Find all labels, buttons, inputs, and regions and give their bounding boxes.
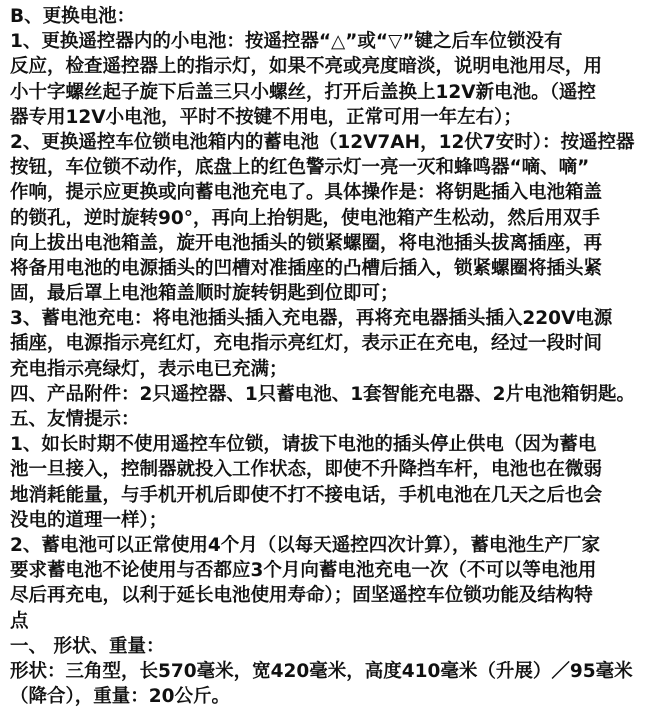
section-heading-shape-weight: 一、 形状、重量： (10, 635, 165, 657)
text-line: 池一旦接入，控制器就投入工作状态，即使不升降挡车杆，电池也在微弱 (10, 459, 603, 481)
text-line: 尽后再充电，以利于延长电池使用寿命）；固坚遥控车位锁功能及结构特 (10, 585, 593, 607)
text-line: 地消耗能量，与手机开机后即使不打不接电话，手机电池在几天之后也会 (10, 484, 603, 506)
text-line: 按钮，车位锁不动作，底盘上的红色警示灯一亮一灭和蜂鸣器“嘀、嘀” (10, 157, 590, 179)
text-line: 1、更换遥控器内的小电池：按遥控器“△”或“▽”键之后车位锁没有 (10, 31, 563, 53)
text-line: 固，最后罩上电池箱盖顺时旋转钥匙到位即可； (10, 283, 399, 305)
section-heading-tips: 五、友情提示： (10, 409, 140, 430)
text-line: 2、蓄电池可以正常使用4个月（以每天遥控四次计算），蓄电池生产厂家 (10, 534, 600, 556)
text-line: 器专用12V小电池，平时不按键不用电，正常可用一年左右）； (10, 106, 522, 128)
section-heading-battery-replacement: B、更换电池： (10, 6, 136, 27)
text-line: 小十字螺丝起子旋下后盖三只小螺丝，打开后盖换上12V新电池。（遥控 (10, 81, 596, 103)
text-line: 2、更换遥控车位锁电池箱内的蓄电池（12V7AH，12伏7安时）：按遥控器 (10, 131, 635, 153)
text-line: 向上拔出电池箱盖，旋开电池插头的锁紧螺圈，将电池插头拔离插座，再 (10, 232, 603, 254)
text-line: 的锁孔，逆时旋转90°，再向上抬钥匙，使电池箱产生松动，然后用双手 (10, 207, 600, 229)
document-body (10, 4, 646, 709)
text-line: 插座，电源指示亮红灯，充电指示亮红灯，表示正在充电，经过一段时间 (10, 333, 603, 355)
text-line: 1、如长时期不使用遥控车位锁，请拔下电池的插头停止供电（因为蓄电 (10, 434, 597, 456)
text-line: 要求蓄电池不论使用与否都应3个月向蓄电池充电一次（不可以等电池用 (10, 560, 597, 582)
section-heading-accessories: 四、产品附件：2只遥控器、1只蓄电池、1套智能充电器、2片电池箱钥匙。 (10, 383, 635, 405)
text-line: 将备用电池的电源插头的凹槽对准插座的凸槽后插入，锁紧螺圈将插头紧 (10, 257, 603, 279)
text-line: 作响，提示应更换或向蓄电池充电了。具体操作是：将钥匙插入电池箱盖 (10, 182, 603, 204)
text-line: 反应，检查遥控器上的指示灯，如果不亮或亮度暗淡，说明电池用尽，用 (10, 56, 603, 78)
text-line: （降合），重量：20公斤。 (10, 686, 230, 708)
text-line: 3、蓄电池充电：将电池插头插入充电器，再将充电器插头插入220V电源 (10, 308, 613, 330)
text-line: 形状：三角型，长570毫米，宽420毫米，高度410毫米（升展）／95毫米 (10, 660, 633, 682)
text-line: 没电的道理一样）； (10, 509, 168, 531)
text-line: 点 (10, 610, 29, 632)
text-line: 充电指示亮绿灯，表示电已充满； (10, 358, 288, 380)
